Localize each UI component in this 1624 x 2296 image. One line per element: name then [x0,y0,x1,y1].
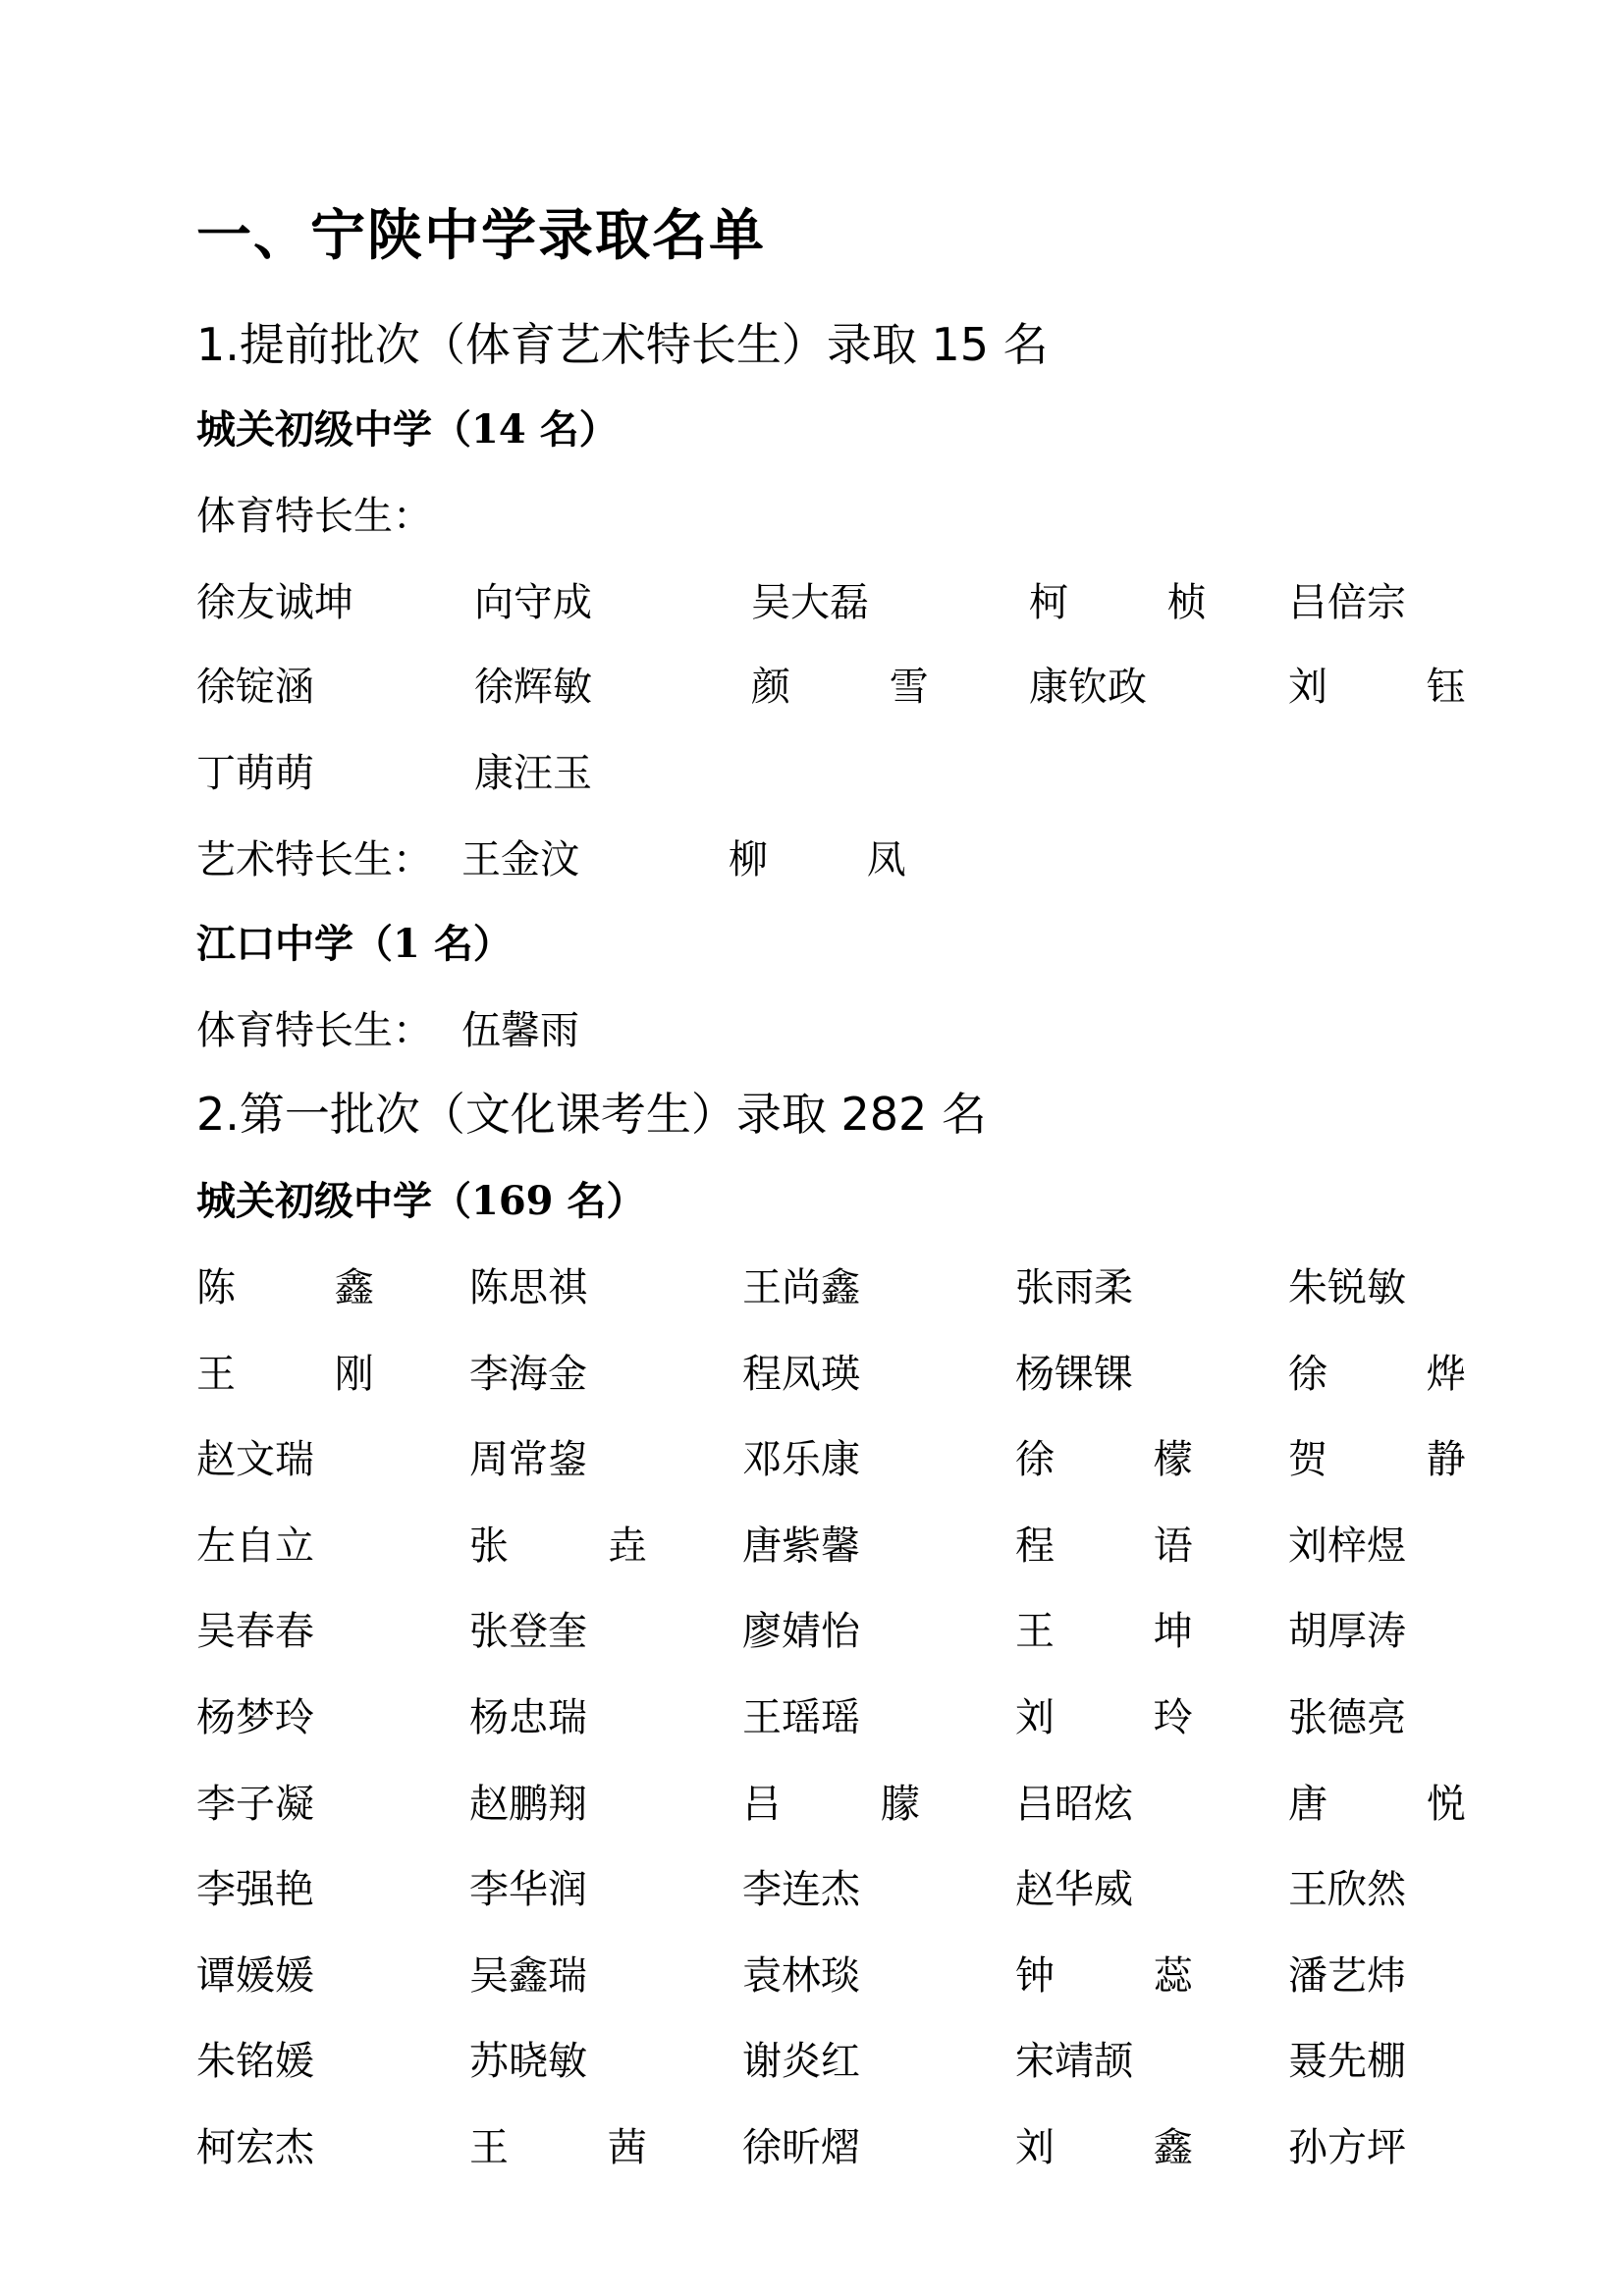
student-name: 吴春春 [196,1609,314,1655]
student-name: 邓乐康 [742,1437,860,1483]
student-name: 张雨柔 [1015,1265,1133,1310]
student-name: 康钦政 [1029,665,1147,710]
student-name: 程 语 [1015,1522,1236,1569]
student-name: 吴大磊 [751,580,869,625]
student-name: 徐锭涵 [196,665,314,710]
student-name: 王 坤 [1015,1609,1236,1655]
student-name: 刘 玲 [1015,1695,1236,1740]
student-name: 刘 鑫 [1015,2125,1236,2170]
student-name: 丁萌萌 [196,751,314,796]
student-name: 柯 桢 [1029,580,1250,625]
batch1-school-b-sports-label: 体育特长生： [196,1008,432,1053]
student-name: 张 垚 [469,1522,690,1569]
student-name: 王尚鑫 [742,1265,860,1310]
student-name: 王 刚 [196,1351,417,1397]
student-name: 颜 雪 [751,665,972,710]
batch1-school-a-heading: 城关初级中学（14 名） [196,406,619,453]
student-name: 潘艺炜 [1288,1952,1406,1999]
student-name: 贺 静 [1288,1437,1509,1483]
student-name: 吴鑫瑞 [469,1952,587,1999]
batch1-art-label: 艺术特长生： [196,837,432,882]
student-name: 张登奎 [469,1609,587,1655]
student-name: 康汪玉 [474,751,592,796]
student-name: 李海金 [469,1351,587,1397]
art-student-name: 王金汶 [461,837,579,882]
student-name: 吕倍宗 [1288,580,1406,625]
student-name: 李强艳 [196,1867,314,1913]
student-name: 宋靖颉 [1015,2039,1133,2085]
student-name: 胡厚涛 [1288,1609,1406,1655]
batch1-sports-label: 体育特长生： [196,494,432,539]
student-name: 王欣然 [1288,1867,1406,1913]
student-name: 陈思祺 [469,1265,587,1310]
student-name: 周常鋆 [469,1437,587,1483]
student-name: 苏晓敏 [469,2039,587,2085]
student-name: 徐昕熠 [742,2125,860,2170]
student-name: 钟 蕊 [1015,1952,1236,1999]
student-name: 谢炎红 [742,2039,860,2085]
student-name: 程凤瑛 [742,1351,860,1397]
student-name: 杨忠瑞 [469,1695,587,1740]
student-name: 唐 悦 [1288,1781,1509,1827]
student-name: 徐 烨 [1288,1351,1509,1397]
student-name: 向守成 [474,580,592,625]
student-name: 刘 钰 [1288,665,1509,710]
student-name: 徐友诚坤 [196,580,353,625]
student-name: 张德亮 [1288,1695,1406,1740]
student-name: 赵华威 [1015,1867,1133,1913]
student-name: 陈 鑫 [196,1265,417,1310]
student-name: 赵鹏翔 [469,1781,587,1827]
student-name: 王瑶瑶 [742,1695,860,1740]
student-name: 赵文瑞 [196,1437,314,1483]
batch2-heading: 2.第一批次（文化课考生）录取 282 名 [196,1088,987,1141]
batch1-heading: 1.提前批次（体育艺术特长生）录取 15 名 [196,318,1049,371]
student-name: 李连杰 [742,1867,860,1913]
student-name: 孙方坪 [1288,2125,1406,2170]
student-name: 李子凝 [196,1781,314,1827]
student-name: 唐紫馨 [742,1522,860,1569]
student-name: 朱锐敏 [1288,1265,1406,1310]
student-name: 吕昭炫 [1015,1781,1133,1827]
student-name: 柯宏杰 [196,2125,314,2170]
student-name: 吕 朦 [742,1781,963,1827]
art-student-name: 柳 凤 [729,837,949,882]
page-title: 一、宁陕中学录取名单 [196,203,766,268]
student-name: 袁林琰 [742,1952,860,1999]
student-name: 刘梓煜 [1288,1522,1406,1569]
student-name: 王 茜 [469,2125,690,2170]
student-name: 谭媛媛 [196,1952,314,1999]
sports-student-name: 伍馨雨 [461,1008,579,1053]
student-name: 徐辉敏 [474,665,592,710]
student-name: 廖婧怡 [742,1609,860,1655]
student-name: 徐 檬 [1015,1437,1236,1483]
student-name: 李华润 [469,1867,587,1913]
student-name: 左自立 [196,1522,314,1569]
student-name: 聂先棚 [1288,2039,1406,2085]
batch2-school-a-heading: 城关初级中学（169 名） [196,1178,646,1224]
batch1-school-b-heading: 江口中学（1 名） [196,921,513,967]
student-name: 杨梦玲 [196,1695,314,1740]
student-name: 朱铭媛 [196,2039,314,2085]
student-name: 杨锞锞 [1015,1351,1133,1397]
